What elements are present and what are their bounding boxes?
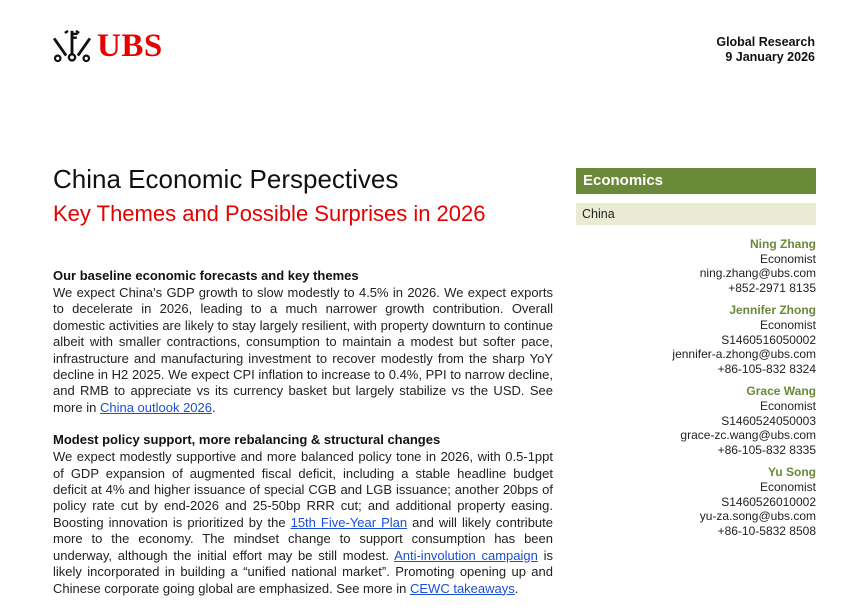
cewc-takeaways-link[interactable]: CEWC takeaways <box>410 580 515 596</box>
report-header <box>716 35 815 65</box>
author-role: Economist <box>759 251 816 266</box>
page-title: China Economic Perspectives <box>53 164 399 194</box>
body-text: We expect China's GDP growth to slow modestly to 4.5% in 2026. We expect exports to decelerate in 2026, leading to a much narrower growth contribution. Overall domestic activities are likely to stay largely resilient, with property downturn to continue albeit with smaller contractions, consumption to maintain a modest but softer pace, infrastructure and manufacturing investment to recover modestly from the sharp YoY decline in H2 2025. We expect CPI inflation to increase to 0.4%, PPI to narrow decline, and RMB to appreciate vs its currency basket but largely stabilize vs the USD. See more in <box>53 285 553 415</box>
author-entry <box>576 384 816 457</box>
section-body <box>53 285 553 416</box>
author-phone: +852-2971 8135 <box>728 280 816 295</box>
author-name: Yu Song <box>768 465 816 480</box>
author-name: Grace Wang <box>746 384 816 399</box>
section-body <box>53 449 553 597</box>
author-id: S1460526010002 <box>721 494 816 509</box>
author-name: Jennifer Zhong <box>729 303 816 318</box>
author-email[interactable]: grace-zc.wang@ubs.com <box>680 428 816 443</box>
page-subtitle: Key Themes and Possible Surprises in 2026 <box>53 201 486 226</box>
section-policy <box>53 432 553 597</box>
author-role: Economist <box>759 398 816 413</box>
report-date: 9 January 2026 <box>725 50 815 64</box>
ubs-keys-icon <box>53 27 91 65</box>
author-entry <box>576 465 816 538</box>
author-phone: +86-105-832 8335 <box>717 442 816 457</box>
author-phone: +86-105-832 8324 <box>717 361 816 376</box>
category-band: Economics <box>576 168 816 194</box>
author-email[interactable]: yu-za.song@ubs.com <box>699 509 816 524</box>
author-id: S1460524050003 <box>721 413 816 428</box>
section-baseline <box>53 268 553 416</box>
china-outlook-link[interactable]: China outlook 2026 <box>99 399 212 415</box>
author-phone: +86-10-5832 8508 <box>717 523 816 538</box>
section-heading: Modest policy support, more rebalancing & structural changes <box>53 432 441 448</box>
author-email[interactable]: jennifer-a.zhong@ubs.com <box>672 347 816 362</box>
author-email[interactable]: ning.zhang@ubs.com <box>699 266 816 281</box>
author-id: S1460516050002 <box>721 332 816 347</box>
author-role: Economist <box>759 479 816 494</box>
body-text: and will likely contribute more to the economy. The mindset change to support consumption has been underway, although the initial effort may be still modest. <box>53 514 553 563</box>
region-band: China <box>576 203 816 225</box>
body-text: . <box>514 580 519 596</box>
author-name: Ning Zhang <box>750 237 816 251</box>
body-text: We expect modestly supportive and more balanced policy tone in 2026, with 0.5-1ppt of GDP expansion of augmented fiscal deficit, including a stable headline budget deficit at 4% and higher issuance of special CGB and LGB issuance; another 20bps of policy rate cut by end-2026 and 25-50bp RRR cut; and additional property easing. Boosting innovation is prioritized by the <box>53 449 553 530</box>
section-heading: Our baseline economic forecasts and key themes <box>53 268 359 283</box>
brand-name: UBS <box>97 28 163 64</box>
author-entry <box>576 237 816 295</box>
main-content <box>53 268 553 597</box>
report-series: Global Research <box>716 35 815 49</box>
anti-involution-link[interactable]: Anti-involution campaign <box>394 547 538 563</box>
ubs-logo <box>53 27 163 65</box>
body-text: is likely incorporated in building a “unified national market”. Promoting opening up and Chinese corporate going global are emphasized. See more in <box>53 547 553 596</box>
body-text: . <box>212 399 216 415</box>
author-role: Economist <box>759 317 816 332</box>
five-year-plan-link[interactable]: 15th Five-Year Plan <box>290 514 408 530</box>
author-entry <box>576 303 816 376</box>
sidebar <box>576 168 816 538</box>
author-list <box>576 237 816 538</box>
